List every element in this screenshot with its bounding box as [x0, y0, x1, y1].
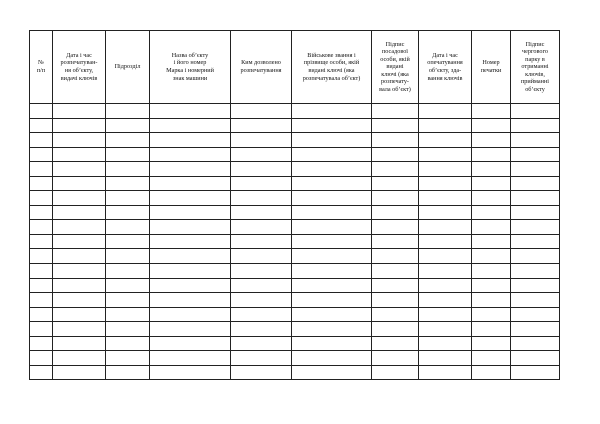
table-cell[interactable]	[292, 351, 372, 366]
table-cell[interactable]	[472, 351, 511, 366]
table-cell[interactable]	[472, 234, 511, 249]
table-cell[interactable]	[231, 293, 292, 308]
table-cell[interactable]	[472, 147, 511, 162]
table-cell[interactable]	[106, 249, 150, 264]
table-cell[interactable]	[106, 191, 150, 206]
table-cell[interactable]	[53, 336, 106, 351]
table-cell[interactable]	[372, 365, 419, 380]
table-cell[interactable]	[292, 307, 372, 322]
table-cell[interactable]	[231, 147, 292, 162]
table-cell[interactable]	[150, 118, 231, 133]
table-cell[interactable]	[511, 234, 560, 249]
table-cell[interactable]	[106, 278, 150, 293]
table-cell[interactable]	[53, 264, 106, 279]
table-cell[interactable]	[231, 351, 292, 366]
table-cell[interactable]	[511, 220, 560, 235]
table-row	[30, 147, 560, 162]
table-cell[interactable]	[292, 191, 372, 206]
table-row	[30, 264, 560, 279]
table-cell[interactable]	[419, 322, 472, 337]
table-cell[interactable]	[292, 147, 372, 162]
table-cell[interactable]	[106, 147, 150, 162]
table-cell[interactable]	[372, 322, 419, 337]
table-cell[interactable]	[511, 176, 560, 191]
table-cell[interactable]	[53, 191, 106, 206]
table-cell[interactable]	[372, 162, 419, 177]
header-cell-seal-number: Номер печатки	[472, 31, 511, 104]
table-cell[interactable]	[53, 293, 106, 308]
header-cell-rank-surname: Військове звання і прізвище особи, якій видані ключі (яка розпечатувала об’єкт)	[292, 31, 372, 104]
table-cell[interactable]	[292, 234, 372, 249]
table-cell[interactable]	[372, 336, 419, 351]
table-cell[interactable]	[106, 234, 150, 249]
table-cell[interactable]	[30, 104, 53, 119]
header-cell-unseal-datetime: Дата і час розпечатуван- ня об’єкту, видачі ключів	[53, 31, 106, 104]
table-cell[interactable]	[372, 176, 419, 191]
table-cell[interactable]	[472, 220, 511, 235]
table-cell[interactable]	[292, 104, 372, 119]
table-cell[interactable]	[150, 336, 231, 351]
journal-table	[29, 30, 560, 380]
table-cell[interactable]	[419, 220, 472, 235]
table-cell[interactable]	[106, 264, 150, 279]
table-cell[interactable]	[231, 234, 292, 249]
table-cell[interactable]	[472, 118, 511, 133]
table-row	[30, 234, 560, 249]
table-cell[interactable]	[30, 322, 53, 337]
table-row	[30, 133, 560, 148]
table-cell[interactable]	[419, 162, 472, 177]
table-cell[interactable]	[419, 293, 472, 308]
table-row	[30, 307, 560, 322]
table-cell[interactable]	[106, 307, 150, 322]
table-cell[interactable]	[30, 249, 53, 264]
table-cell[interactable]	[292, 176, 372, 191]
table-cell[interactable]	[30, 307, 53, 322]
header-cell-duty-signature: Підпис чергового парку в отриманні ключів, прийманні об’єкту	[511, 31, 560, 104]
table-cell[interactable]	[53, 220, 106, 235]
table-cell[interactable]	[419, 336, 472, 351]
table-cell[interactable]	[511, 205, 560, 220]
table-cell[interactable]	[231, 365, 292, 380]
table-cell[interactable]	[292, 322, 372, 337]
journal-body	[30, 104, 560, 380]
table-cell[interactable]	[150, 293, 231, 308]
table-cell[interactable]	[150, 234, 231, 249]
table-cell[interactable]	[106, 162, 150, 177]
table-cell[interactable]	[372, 351, 419, 366]
table-cell[interactable]	[372, 147, 419, 162]
header-cell-number: № п/п	[30, 31, 53, 104]
table-cell[interactable]	[419, 249, 472, 264]
table-row	[30, 205, 560, 220]
table-cell[interactable]	[419, 191, 472, 206]
table-cell[interactable]	[150, 249, 231, 264]
table-cell[interactable]	[372, 133, 419, 148]
table-cell[interactable]	[292, 249, 372, 264]
table-cell[interactable]	[53, 307, 106, 322]
table-cell[interactable]	[30, 147, 53, 162]
table-cell[interactable]	[106, 205, 150, 220]
table-cell[interactable]	[150, 278, 231, 293]
table-cell[interactable]	[292, 162, 372, 177]
table-cell[interactable]	[511, 162, 560, 177]
table-cell[interactable]	[472, 205, 511, 220]
table-cell[interactable]	[372, 278, 419, 293]
table-row	[30, 365, 560, 380]
table-cell[interactable]	[150, 205, 231, 220]
table-cell[interactable]	[472, 176, 511, 191]
table-cell[interactable]	[511, 278, 560, 293]
header-cell-subdivision: Підрозділ	[106, 31, 150, 104]
table-cell[interactable]	[472, 162, 511, 177]
table-cell[interactable]	[231, 322, 292, 337]
table-cell[interactable]	[372, 307, 419, 322]
table-cell[interactable]	[30, 234, 53, 249]
table-cell[interactable]	[106, 220, 150, 235]
table-cell[interactable]	[150, 147, 231, 162]
table-cell[interactable]	[53, 351, 106, 366]
table-cell[interactable]	[419, 205, 472, 220]
table-row	[30, 220, 560, 235]
table-cell[interactable]	[231, 220, 292, 235]
table-cell[interactable]	[419, 118, 472, 133]
table-cell[interactable]	[150, 365, 231, 380]
table-cell[interactable]	[292, 293, 372, 308]
table-cell[interactable]	[472, 133, 511, 148]
table-cell[interactable]	[30, 133, 53, 148]
table-cell[interactable]	[419, 278, 472, 293]
table-cell[interactable]	[30, 278, 53, 293]
table-row	[30, 191, 560, 206]
table-cell[interactable]	[231, 104, 292, 119]
table-cell[interactable]	[150, 104, 231, 119]
table-cell[interactable]	[472, 191, 511, 206]
table-cell[interactable]	[53, 234, 106, 249]
table-cell[interactable]	[511, 147, 560, 162]
table-cell[interactable]	[511, 336, 560, 351]
table-cell[interactable]	[150, 307, 231, 322]
table-cell[interactable]	[419, 365, 472, 380]
table-cell[interactable]	[231, 307, 292, 322]
table-cell[interactable]	[30, 176, 53, 191]
table-cell[interactable]	[231, 176, 292, 191]
table-cell[interactable]	[231, 249, 292, 264]
table-cell[interactable]	[231, 264, 292, 279]
table-cell[interactable]	[419, 104, 472, 119]
table-row	[30, 176, 560, 191]
table-cell[interactable]	[419, 307, 472, 322]
table-cell[interactable]	[292, 264, 372, 279]
table-cell[interactable]	[231, 278, 292, 293]
table-cell[interactable]	[53, 162, 106, 177]
table-cell[interactable]	[150, 264, 231, 279]
table-cell[interactable]	[106, 293, 150, 308]
table-cell[interactable]	[150, 176, 231, 191]
table-cell[interactable]	[372, 104, 419, 119]
table-cell[interactable]	[106, 133, 150, 148]
table-cell[interactable]	[53, 205, 106, 220]
table-cell[interactable]	[292, 133, 372, 148]
table-cell[interactable]	[372, 118, 419, 133]
table-cell[interactable]	[150, 133, 231, 148]
table-cell[interactable]	[30, 336, 53, 351]
table-row	[30, 118, 560, 133]
table-cell[interactable]	[511, 293, 560, 308]
table-cell[interactable]	[30, 365, 53, 380]
table-cell[interactable]	[292, 278, 372, 293]
table-row	[30, 351, 560, 366]
header-cell-receiver-signature: Підпис посадової особи, якій видані ключі (яка розпечату- вала об’єкт)	[372, 31, 419, 104]
table-cell[interactable]	[231, 336, 292, 351]
table-cell[interactable]	[292, 118, 372, 133]
table-row	[30, 336, 560, 351]
table-cell[interactable]	[53, 365, 106, 380]
table-cell[interactable]	[30, 191, 53, 206]
table-cell[interactable]	[372, 205, 419, 220]
table-cell[interactable]	[150, 191, 231, 206]
table-cell[interactable]	[106, 176, 150, 191]
table-cell[interactable]	[53, 322, 106, 337]
table-cell[interactable]	[106, 336, 150, 351]
table-cell[interactable]	[292, 205, 372, 220]
table-cell[interactable]	[231, 118, 292, 133]
table-cell[interactable]	[150, 351, 231, 366]
table-cell[interactable]	[511, 133, 560, 148]
table-cell[interactable]	[472, 264, 511, 279]
table-cell[interactable]	[511, 249, 560, 264]
table-cell[interactable]	[231, 191, 292, 206]
table-cell[interactable]	[30, 220, 53, 235]
table-cell[interactable]	[53, 278, 106, 293]
table-cell[interactable]	[372, 264, 419, 279]
table-cell[interactable]	[30, 162, 53, 177]
table-cell[interactable]	[472, 249, 511, 264]
table-cell[interactable]	[472, 322, 511, 337]
table-cell[interactable]	[106, 104, 150, 119]
table-cell[interactable]	[419, 147, 472, 162]
table-row	[30, 278, 560, 293]
table-cell[interactable]	[150, 162, 231, 177]
table-cell[interactable]	[472, 365, 511, 380]
table-cell[interactable]	[511, 118, 560, 133]
table-cell[interactable]	[419, 176, 472, 191]
header-cell-object-name: Назва об’єкту і його номер Марка і номерний знак машини	[150, 31, 231, 104]
table-row	[30, 162, 560, 177]
table-cell[interactable]	[231, 133, 292, 148]
table-cell[interactable]	[150, 220, 231, 235]
table-cell[interactable]	[372, 293, 419, 308]
table-cell[interactable]	[472, 104, 511, 119]
table-cell[interactable]	[106, 118, 150, 133]
table-cell[interactable]	[419, 264, 472, 279]
table-cell[interactable]	[292, 336, 372, 351]
header-row	[30, 31, 560, 104]
table-row	[30, 104, 560, 119]
table-cell[interactable]	[231, 205, 292, 220]
table-cell[interactable]	[472, 293, 511, 308]
table-cell[interactable]	[419, 234, 472, 249]
table-cell[interactable]	[372, 234, 419, 249]
table-cell[interactable]	[472, 336, 511, 351]
table-cell[interactable]	[511, 191, 560, 206]
table-cell[interactable]	[511, 307, 560, 322]
table-cell[interactable]	[30, 351, 53, 366]
table-cell[interactable]	[53, 104, 106, 119]
table-cell[interactable]	[30, 264, 53, 279]
table-cell[interactable]	[106, 322, 150, 337]
table-cell[interactable]	[292, 365, 372, 380]
header-cell-authorized-by: Ким дозволено розпечатування	[231, 31, 292, 104]
table-cell[interactable]	[372, 220, 419, 235]
table-cell[interactable]	[53, 147, 106, 162]
table-cell[interactable]	[53, 133, 106, 148]
table-cell[interactable]	[106, 365, 150, 380]
table-cell[interactable]	[511, 322, 560, 337]
table-cell[interactable]	[511, 104, 560, 119]
table-cell[interactable]	[511, 264, 560, 279]
table-cell[interactable]	[30, 293, 53, 308]
table-cell[interactable]	[292, 220, 372, 235]
table-cell[interactable]	[419, 133, 472, 148]
table-cell[interactable]	[472, 278, 511, 293]
table-row	[30, 249, 560, 264]
header-cell-seal-datetime: Дата і час опечатування об’єкту, зда- вання ключів	[419, 31, 472, 104]
table-cell[interactable]	[511, 365, 560, 380]
table-cell[interactable]	[53, 176, 106, 191]
table-cell[interactable]	[53, 118, 106, 133]
table-cell[interactable]	[150, 322, 231, 337]
table-cell[interactable]	[231, 162, 292, 177]
table-cell[interactable]	[53, 249, 106, 264]
table-cell[interactable]	[372, 191, 419, 206]
table-cell[interactable]	[30, 118, 53, 133]
table-row	[30, 322, 560, 337]
table-cell[interactable]	[372, 249, 419, 264]
table-cell[interactable]	[511, 351, 560, 366]
table-cell[interactable]	[472, 307, 511, 322]
table-cell[interactable]	[419, 351, 472, 366]
table-cell[interactable]	[30, 205, 53, 220]
table-row	[30, 293, 560, 308]
table-cell[interactable]	[106, 351, 150, 366]
